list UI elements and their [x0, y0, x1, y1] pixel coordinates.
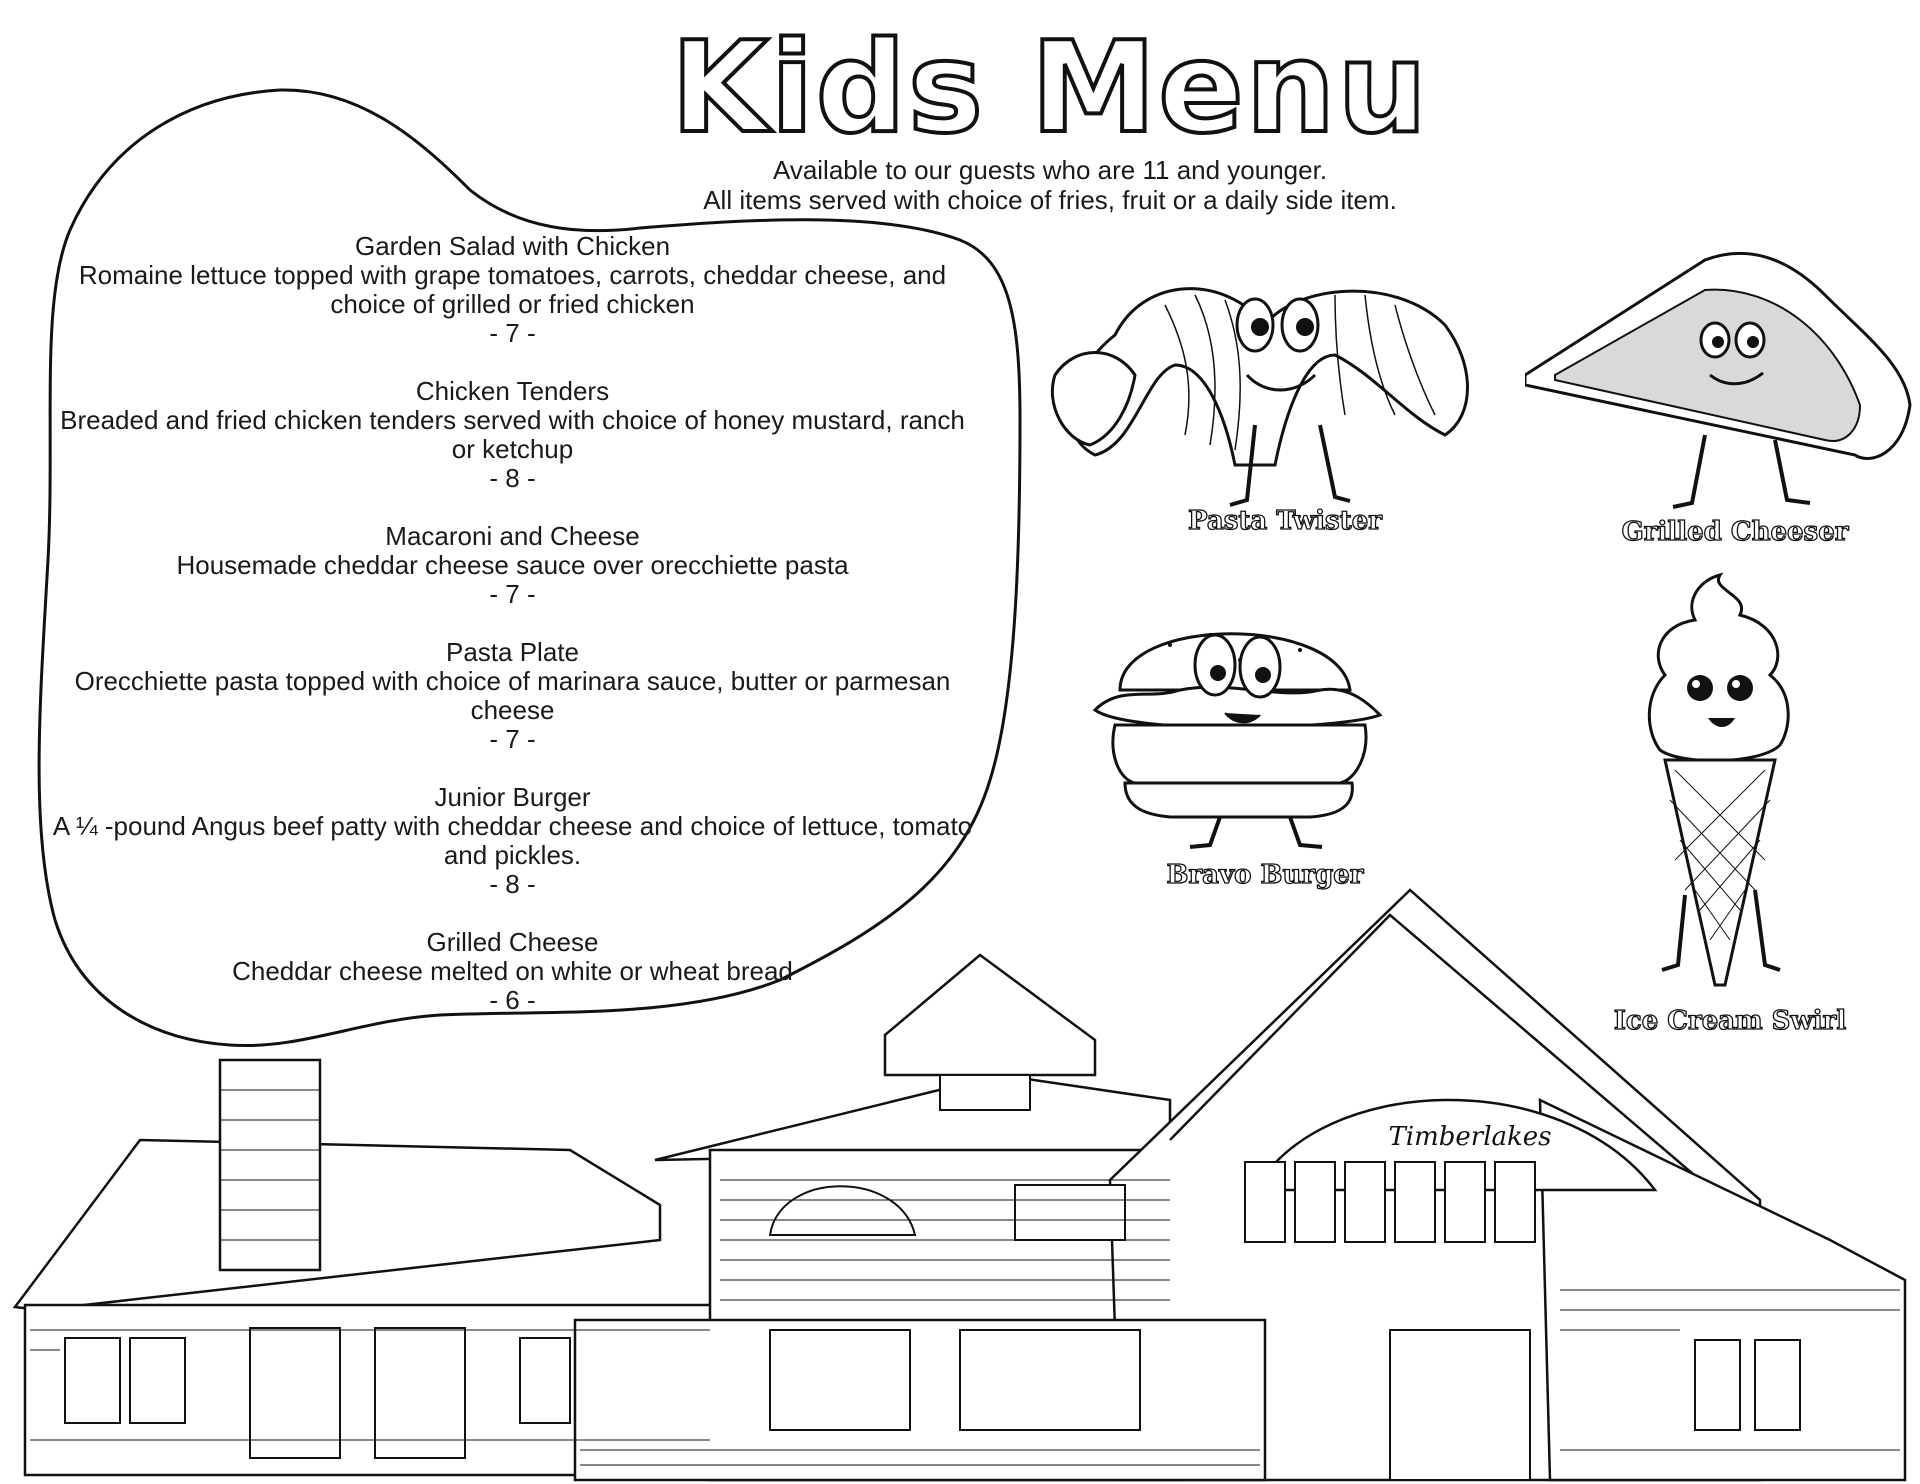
menu-item-price: - 8 - — [489, 463, 536, 493]
menu-item-name: Grilled Cheese — [426, 927, 599, 957]
menu-item-price: - 8 - — [489, 869, 536, 899]
page-title: Kids Menu — [670, 14, 1430, 161]
menu-item — [50, 377, 975, 493]
menu-item-description: Housemade cheddar cheese sauce over orecchiette pasta — [176, 550, 849, 580]
menu-item — [50, 638, 975, 754]
menu-item-price: - 7 - — [489, 318, 536, 348]
ice-cream-swirl-label: Ice Cream Swirl — [1613, 1006, 1847, 1036]
bravo-burger-label: Bravo Burger — [1166, 860, 1364, 890]
burger-character-icon — [1090, 605, 1410, 855]
menu-item-price: - 6 - — [489, 985, 536, 1015]
menu-item — [50, 522, 975, 609]
menu-item-price: - 7 - — [489, 724, 536, 754]
menu-item-description: Breaded and fried chicken tenders served with choice of honey mustard, ranch or ketchup — [60, 405, 965, 464]
menu-item-name: Pasta Plate — [446, 637, 579, 667]
menu-item-description: Romaine lettuce topped with grape tomatoes, carrots, cheddar cheese, and choice of grilled or fried chicken — [78, 260, 947, 319]
menu-item-name: Junior Burger — [434, 782, 591, 812]
menu-item — [50, 232, 975, 348]
menu-item-description: Cheddar cheese melted on white or wheat bread — [232, 956, 793, 986]
menu-item-name: Macaroni and Cheese — [385, 521, 640, 551]
restaurant-sign: Timberlakes — [1388, 1122, 1552, 1152]
pasta-twister-label: Pasta Twister — [1188, 506, 1382, 536]
page-subtitle — [650, 155, 1450, 215]
menu-item-name: Chicken Tenders — [415, 376, 610, 406]
restaurant-building-illustration — [0, 860, 1920, 1484]
pasta-character-icon — [1035, 265, 1495, 515]
menu-item-description: Orecchiette pasta topped with choice of marinara sauce, butter or parmesan cheese — [74, 666, 951, 725]
grilled-cheeser-label: Grilled Cheeser — [1621, 517, 1849, 547]
menu-item-price: - 7 - — [489, 579, 536, 609]
grilled-cheese-character-icon — [1525, 245, 1915, 515]
menu-item-name: Garden Salad with Chicken — [354, 231, 671, 261]
subtitle-line-1: Available to our guests who are 11 and younger. — [772, 155, 1328, 185]
menu-item-description: A ¼ -pound Angus beef patty with cheddar cheese and choice of lettuce, tomato and pickles. — [52, 811, 973, 870]
subtitle-line-2: All items served with choice of fries, fruit or a daily side item. — [703, 185, 1397, 215]
